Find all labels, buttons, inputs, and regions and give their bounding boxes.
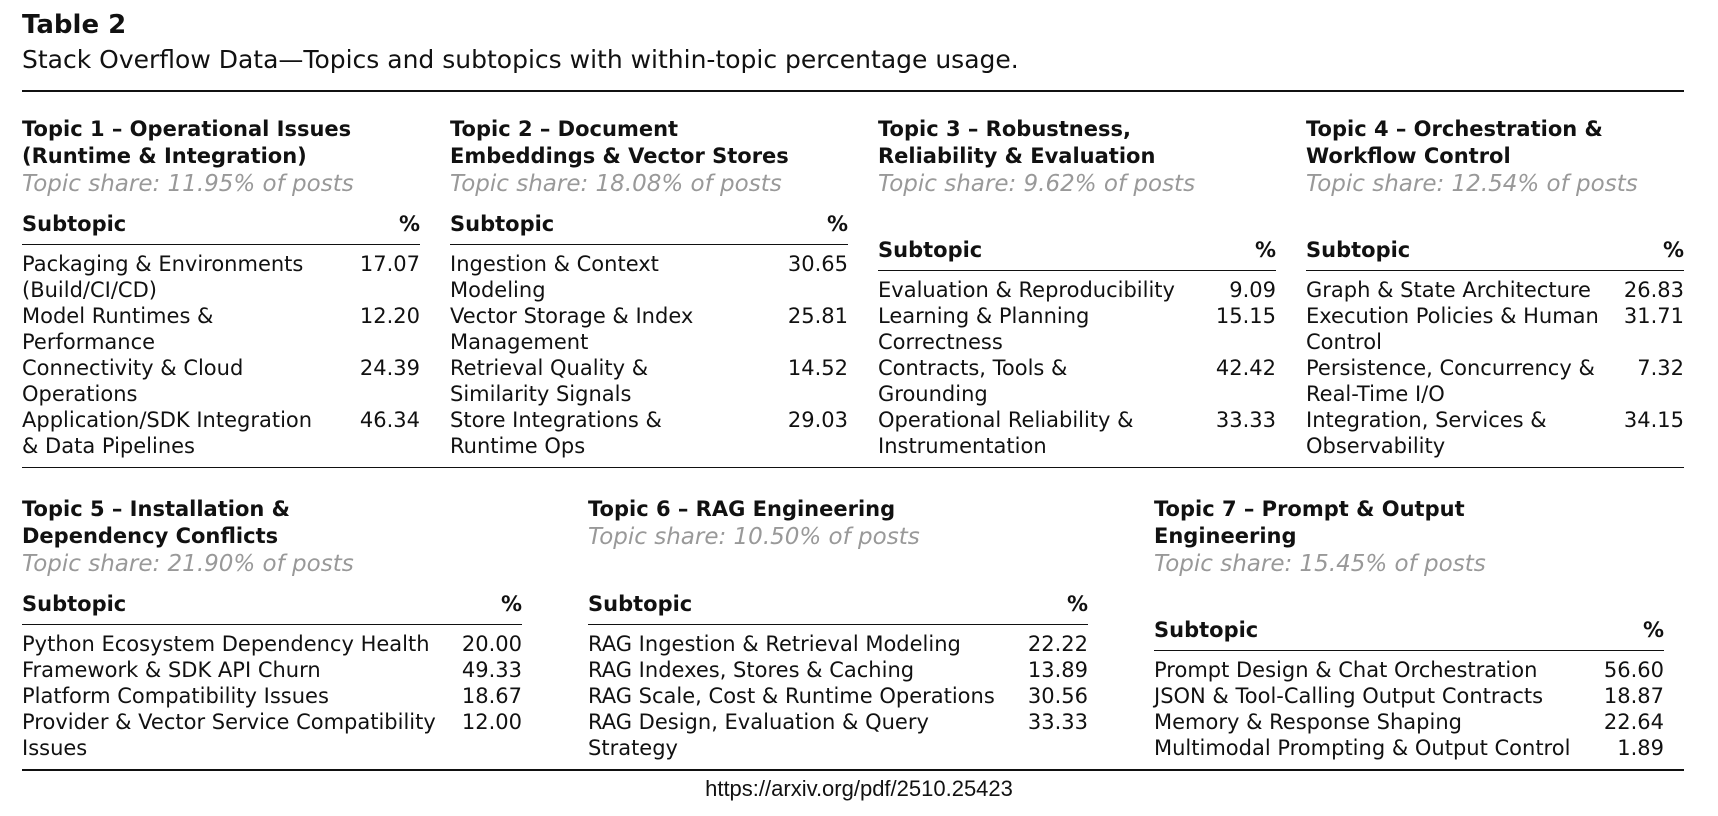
subtopic-rows [1306,271,1684,467]
subtopic-percent: 20.00 [461,632,522,656]
percent-column-header: % [1066,592,1088,616]
subtopic-column-header: Subtopic [450,212,555,236]
table-row [878,407,1276,459]
table-row [22,407,420,459]
subtopic-name: Operational Reliability & Instrumentation [878,408,1134,458]
subtopic-percent: 22.64 [1603,710,1664,734]
topic-row-2 [22,468,1684,769]
subtopic-table-header [450,204,848,245]
subtopic-rows [22,245,420,467]
percent-column-header: % [1254,238,1276,262]
table-row [1306,355,1684,407]
table-row [1154,683,1664,709]
subtopic-table-header [878,230,1276,271]
subtopic-rows [588,625,1088,769]
subtopic-column-header: Subtopic [878,238,983,262]
subtopic-name: Model Runtimes & Performance [22,304,214,354]
subtopic-percent: 29.03 [787,408,848,432]
subtopic-name: Store Integrations & Runtime Ops [450,408,662,458]
subtopic-percent: 25.81 [787,304,848,328]
topic-title: Topic 3 – Robustness, [878,117,1131,141]
subtopic-name: Application/SDK Integration & Data Pipelines [22,408,313,458]
table-row [1154,657,1664,683]
subtopic-name: Contracts, Tools & Grounding [878,356,1068,406]
subtopic-percent: 33.33 [1027,710,1088,734]
topic-header [22,106,420,198]
subtopic-column-header: Subtopic [22,592,127,616]
subtopic-name: Retrieval Quality & Similarity Signals [450,356,649,406]
top-rule [22,90,1684,92]
subtopic-rows [22,625,522,769]
subtopic-name: RAG Indexes, Stores & Caching [588,658,915,682]
table-row [878,355,1276,407]
percent-column-header: % [826,212,848,236]
subtopic-name: Integration, Services & Observability [1306,408,1547,458]
percent-column-header: % [500,592,522,616]
table-row [22,683,522,709]
subtopic-percent: 33.33 [1215,408,1276,432]
table-row [450,251,848,303]
table-row [588,709,1088,761]
subtopic-percent: 12.00 [461,710,522,734]
topic-share: Topic share: 12.54% of posts [1306,171,1638,197]
topic-block [22,468,588,769]
subtopic-table [878,230,1276,467]
subtopic-column-header: Subtopic [1154,618,1259,642]
topic-share: Topic share: 11.95% of posts [22,171,354,197]
table-row [1154,709,1664,735]
topic-header [1306,106,1684,198]
subtopic-percent: 17.07 [359,252,420,276]
subtopic-percent: 46.34 [359,408,420,432]
table-caption: Stack Overflow Data—Topics and subtopics with within-topic percentage usage. [22,45,1019,74]
subtopic-name: RAG Scale, Cost & Runtime Operations [588,684,995,708]
subtopic-name: Ingestion & Context Modeling [450,252,659,302]
subtopic-rows [450,245,848,467]
topic-block [1306,106,1684,467]
table-row [588,683,1088,709]
topic-title-line2: (Runtime & Integration) [22,144,307,168]
subtopic-percent: 15.15 [1215,304,1276,328]
topic-share: Topic share: 10.50% of posts [588,524,920,550]
topic-block [588,468,1154,769]
subtopic-name: Python Ecosystem Dependency Health [22,632,430,656]
subtopic-percent: 30.56 [1027,684,1088,708]
subtopic-table [22,204,420,467]
subtopic-percent: 18.87 [1603,684,1664,708]
subtopic-percent: 14.52 [787,356,848,380]
subtopic-table-header [1154,610,1664,651]
topic-title: Topic 4 – Orchestration & [1306,117,1603,141]
table-row [22,709,522,761]
topic-header [450,106,848,198]
subtopic-name: Connectivity & Cloud Operations [22,356,244,406]
topic-share: Topic share: 21.90% of posts [22,551,354,577]
subtopic-percent: 31.71 [1623,304,1684,328]
table-row [1154,735,1664,761]
subtopic-table-header [588,584,1088,625]
subtopic-table [450,204,848,467]
subtopic-name: Graph & State Architecture [1306,278,1591,302]
subtopic-name: JSON & Tool-Calling Output Contracts [1154,684,1544,708]
subtopic-name: Persistence, Concurrency & Real-Time I/O [1306,356,1595,406]
topic-block [450,106,878,467]
percent-column-header: % [1662,238,1684,262]
percent-column-header: % [398,212,420,236]
topic-block [22,106,450,467]
topic-title-line2: Reliability & Evaluation [878,144,1156,168]
subtopic-percent: 18.67 [461,684,522,708]
subtopic-name: Framework & SDK API Churn [22,658,321,682]
subtopic-percent: 56.60 [1603,658,1664,682]
subtopic-rows [1154,651,1664,769]
table-row [1306,407,1684,459]
table-row [588,631,1088,657]
topic-title: Topic 7 – Prompt & Output [1154,497,1465,521]
topic-share: Topic share: 15.45% of posts [1154,551,1486,577]
table-label: Table 2 [22,10,127,40]
subtopic-percent: 7.32 [1637,356,1684,380]
table-row [450,355,848,407]
subtopic-name: Execution Policies & Human Control [1306,304,1599,354]
table-row [450,303,848,355]
topic-header [1154,468,1664,578]
subtopic-table-header [22,204,420,245]
table-row [878,303,1276,355]
topic-title-line2: Embeddings & Vector Stores [450,144,789,168]
table-row [1306,277,1684,303]
subtopic-name: Packaging & Environments (Build/CI/CD) [22,252,304,302]
subtopic-percent: 30.65 [787,252,848,276]
source-url[interactable]: https://arxiv.org/pdf/2510.25423 [705,776,1013,801]
topic-title-line2: Dependency Conflicts [22,524,279,548]
topic-header [588,468,1088,551]
subtopic-percent: 9.09 [1229,278,1276,302]
subtopic-name: RAG Ingestion & Retrieval Modeling [588,632,961,656]
subtopic-name: Multimodal Prompting & Output Control [1154,736,1571,760]
topic-title: Topic 5 – Installation & [22,497,290,521]
topic-block [1154,468,1684,769]
subtopic-table-header [1306,230,1684,271]
subtopic-percent: 34.15 [1623,408,1684,432]
topic-title-line2: Engineering [1154,524,1297,548]
topic-header [22,468,522,578]
table-row [878,277,1276,303]
topic-share: Topic share: 18.08% of posts [450,171,782,197]
subtopic-table [22,584,522,769]
table-row [1306,303,1684,355]
topic-block [878,106,1306,467]
subtopic-percent: 26.83 [1623,278,1684,302]
subtopic-percent: 1.89 [1617,736,1664,760]
subtopic-percent: 49.33 [461,658,522,682]
table-row [22,303,420,355]
subtopic-name: Provider & Vector Service Compatibility Issues [22,710,436,760]
subtopic-percent: 24.39 [359,356,420,380]
subtopic-table [1154,610,1664,769]
topic-header [878,106,1276,198]
subtopic-percent: 13.89 [1027,658,1088,682]
topic-title: Topic 1 – Operational Issues [22,117,352,141]
subtopic-name: Learning & Planning Correctness [878,304,1090,354]
subtopic-percent: 12.20 [359,304,420,328]
topic-title-line2: Workflow Control [1306,144,1511,168]
percent-column-header: % [1642,618,1664,642]
table-row [588,657,1088,683]
table-row [22,251,420,303]
subtopic-percent: 22.22 [1027,632,1088,656]
subtopic-column-header: Subtopic [1306,238,1411,262]
subtopic-name: RAG Design, Evaluation & Query Strategy [588,710,929,760]
subtopic-rows [878,271,1276,467]
topic-share: Topic share: 9.62% of posts [878,171,1196,197]
topic-row-1 [22,106,1684,467]
bottom-rule [22,769,1684,771]
subtopic-column-header: Subtopic [22,212,127,236]
subtopic-table [588,584,1088,769]
topic-title: Topic 2 – Document [450,117,679,141]
table-row [450,407,848,459]
table-row [22,355,420,407]
table-figure [22,8,1684,771]
subtopic-name: Platform Compatibility Issues [22,684,329,708]
subtopic-table [1306,230,1684,467]
table-row [22,631,522,657]
subtopic-name: Memory & Response Shaping [1154,710,1462,734]
table-row [22,657,522,683]
subtopic-column-header: Subtopic [588,592,693,616]
subtopic-name: Evaluation & Reproducibility [878,278,1175,302]
subtopic-table-header [22,584,522,625]
subtopic-name: Prompt Design & Chat Orchestration [1154,658,1538,682]
subtopic-percent: 42.42 [1215,356,1276,380]
subtopic-name: Vector Storage & Index Management [450,304,694,354]
topic-title: Topic 6 – RAG Engineering [588,497,896,521]
